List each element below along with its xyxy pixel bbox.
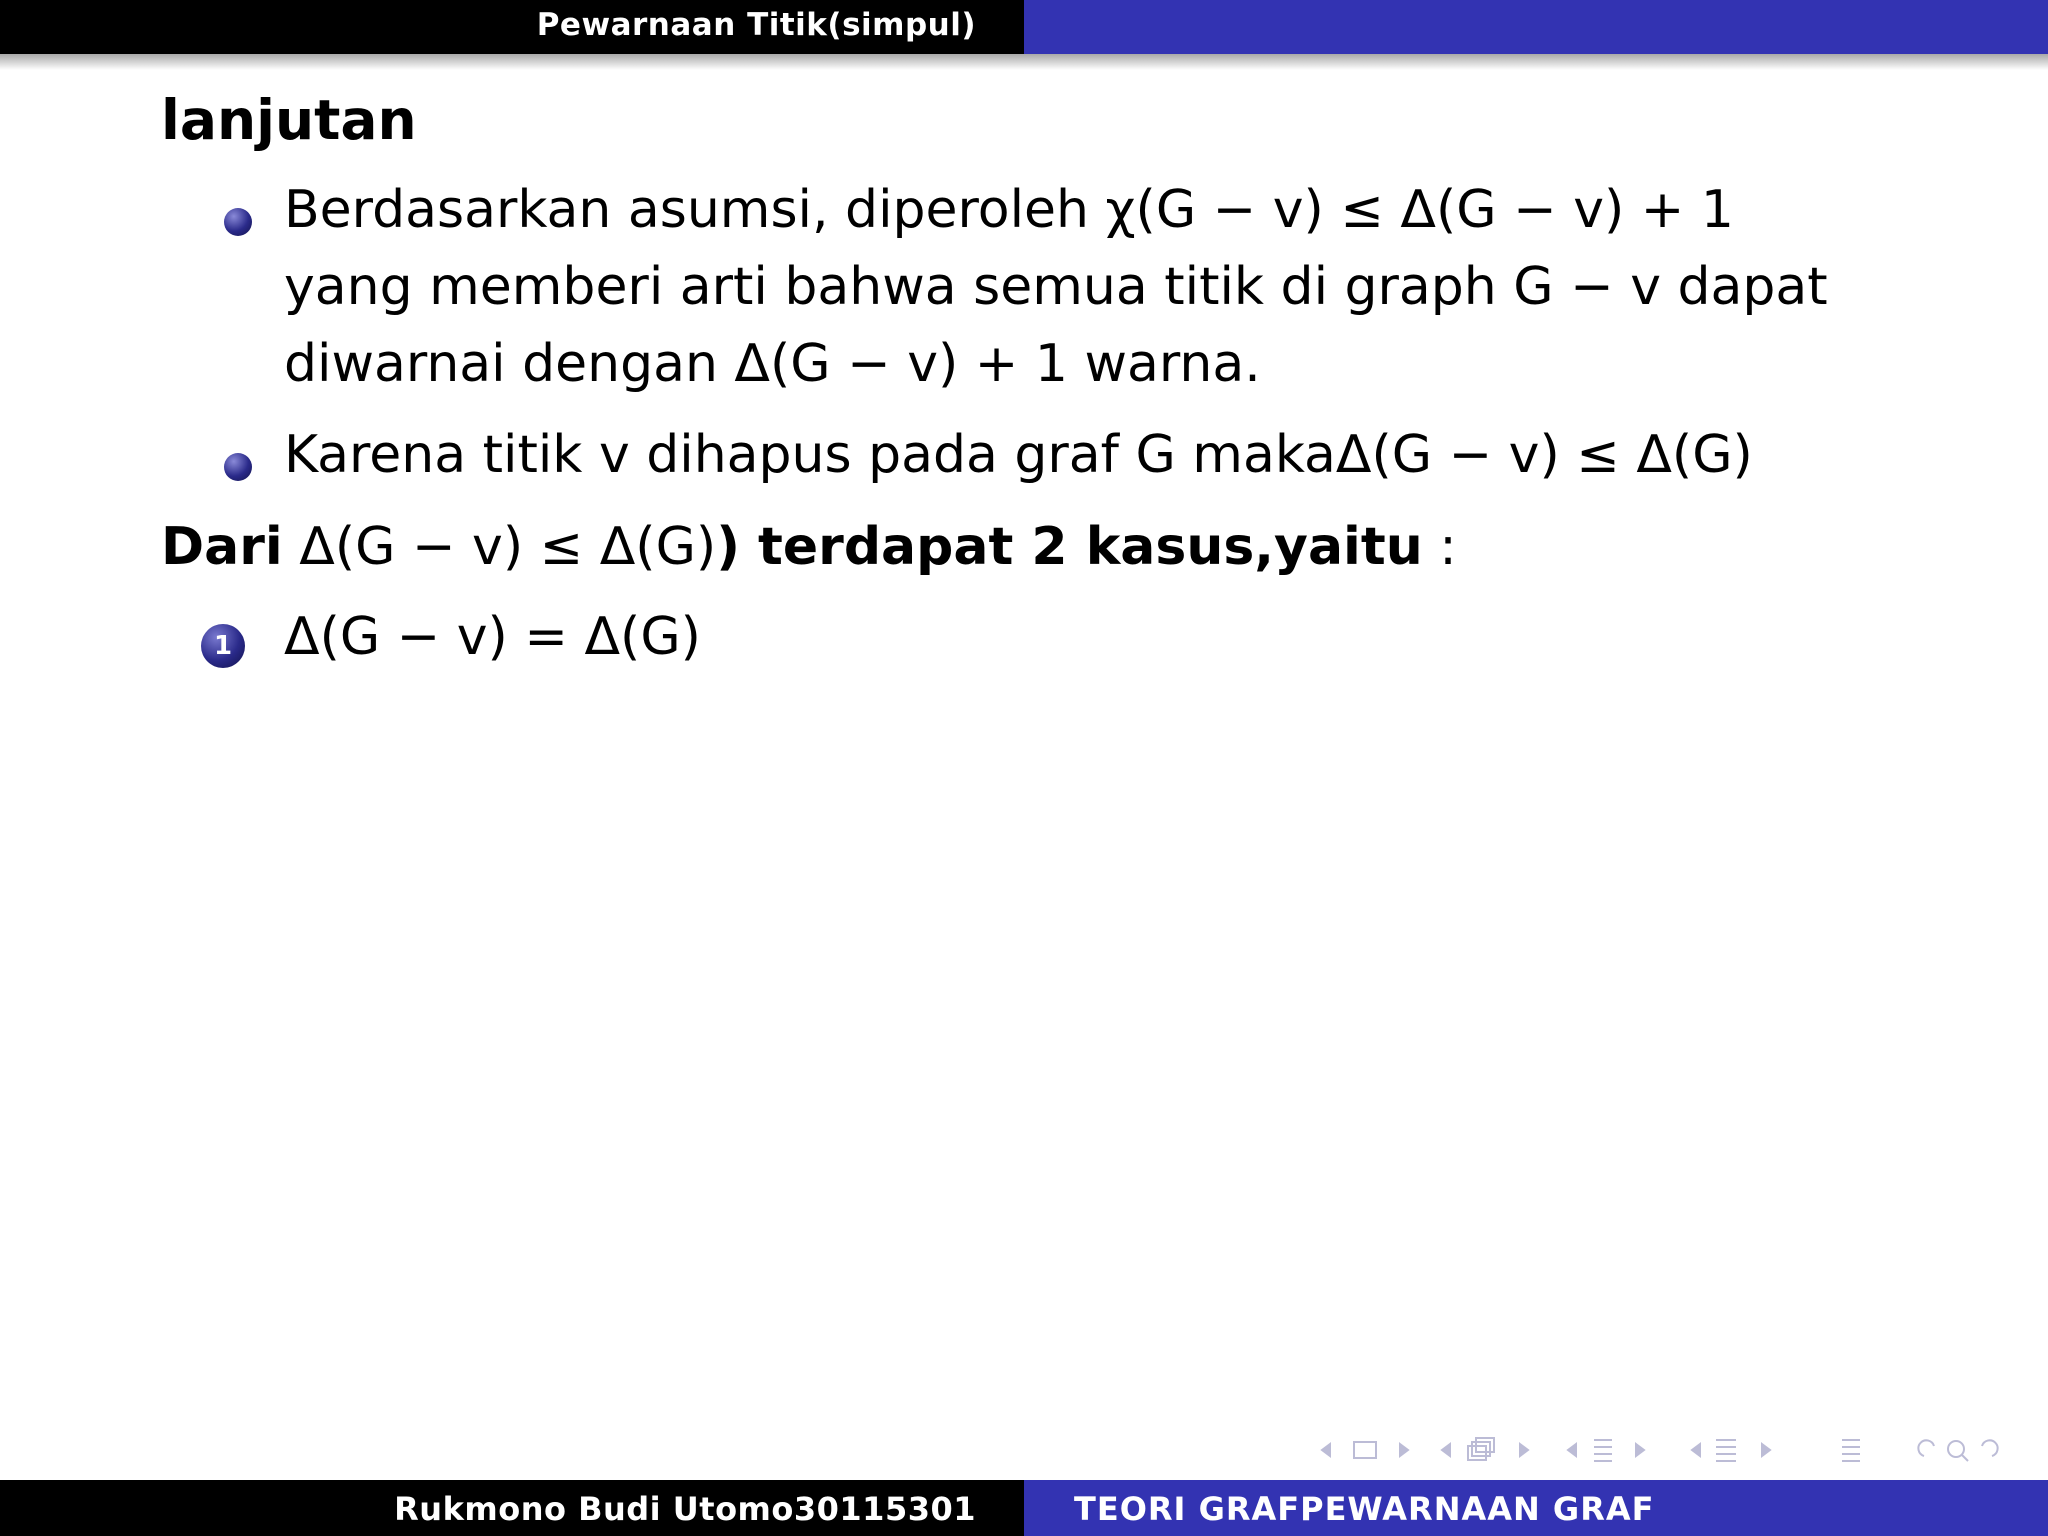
navigation-symbols	[1316, 1432, 2036, 1468]
arrow-right-icon[interactable]	[1520, 1444, 1528, 1456]
cases-math: Δ(G − v) ≤ Δ(G)	[299, 517, 717, 577]
arrow-right-icon[interactable]	[1400, 1444, 1408, 1456]
bullet-1-line-2	[284, 257, 1828, 317]
section-icon[interactable]	[1594, 1440, 1612, 1461]
arrow-left-icon[interactable]	[1322, 1444, 1330, 1456]
headline-subsection-box	[1024, 0, 2048, 54]
cases-rest: ) terdapat 2 kasus,yaitu	[716, 517, 1423, 577]
bullet-2-text-1: Karena titik v dihapus pada graf G makaΔ(G − v) ≤ Δ(G)	[284, 425, 1753, 485]
section-icon[interactable]	[1716, 1440, 1736, 1461]
bullet-1-text-1: Berdasarkan asumsi, diperoleh χ(G − v) ≤ Δ(G − v) + 1	[284, 180, 1734, 240]
bullet-1-text-2: yang memberi arti bahwa semua titik di graph G − v dapat	[284, 257, 1828, 317]
frame-title: lanjutan	[161, 88, 417, 152]
search-icon[interactable]	[1918, 1440, 1997, 1461]
cases-statement	[161, 517, 1457, 577]
headline-section-box	[0, 0, 1024, 54]
bullet-1-text-3: diwarnai dengan Δ(G − v) + 1 warna.	[284, 334, 1261, 394]
arrow-right-icon[interactable]	[1762, 1444, 1770, 1456]
headline-bar	[0, 0, 2048, 54]
arrow-left-icon[interactable]	[1692, 1444, 1700, 1456]
footer-title: TEORI GRAFPEWARNAAN GRAF	[1074, 1490, 1655, 1528]
bullet-icon	[224, 453, 252, 481]
bullet-1-line-3	[284, 334, 1261, 394]
arrow-right-icon[interactable]	[1636, 1444, 1644, 1456]
nav-svg	[1316, 1432, 2036, 1468]
bullet-1-line-1	[284, 180, 1734, 240]
enum-number-badge: 1	[201, 624, 245, 668]
frame-icon[interactable]	[1354, 1442, 1376, 1458]
footline-bar	[0, 1480, 2048, 1536]
bullet-2-line-1	[284, 425, 1753, 485]
arrow-left-icon[interactable]	[1442, 1444, 1450, 1456]
cases-colon: :	[1439, 517, 1457, 577]
bullet-icon	[224, 208, 252, 236]
footer-author: Rukmono Budi Utomo30115301	[394, 1490, 976, 1528]
cases-lead: Dari	[161, 517, 283, 577]
subsection-icon[interactable]	[1468, 1438, 1494, 1460]
arrow-left-icon[interactable]	[1568, 1444, 1576, 1456]
footer-title-box	[1024, 1480, 2048, 1536]
footer-author-box	[0, 1480, 1024, 1536]
headline-shadow	[0, 54, 2048, 70]
section-title[interactable]: Pewarnaan Titik(simpul)	[536, 7, 976, 43]
doc-icon[interactable]	[1842, 1440, 1860, 1461]
enum-item-1: Δ(G − v) = Δ(G)	[284, 607, 701, 667]
